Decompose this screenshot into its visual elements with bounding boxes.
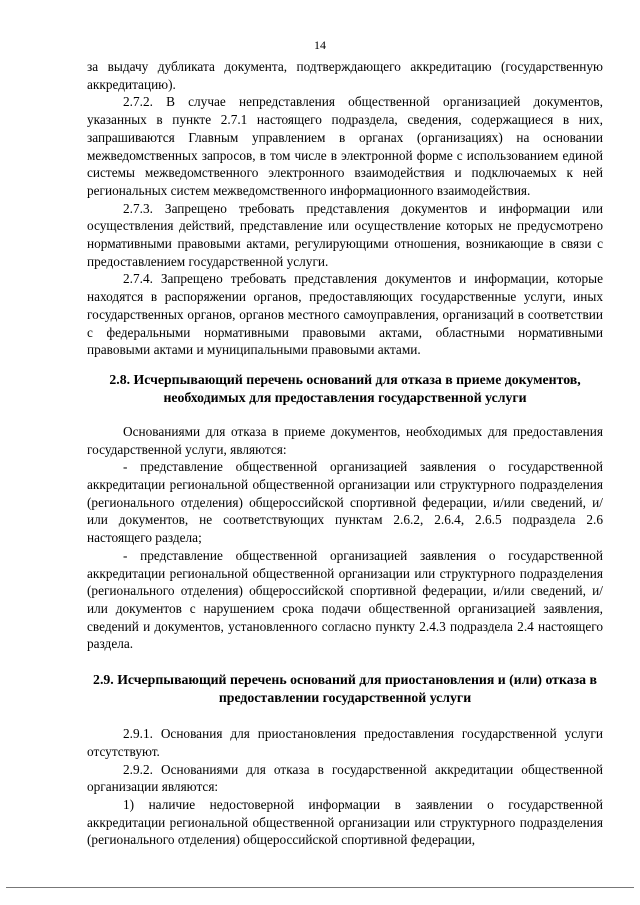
section-2-9-heading: 2.9. Исчерпывающий перечень оснований для приостановления и (или) отказа в предоставлении государственной услуги: [93, 672, 597, 706]
paragraph-2-9-2-item-1: 1) наличие недостоверной информации в заявлении о государственной аккредитации региональной общественной организации или структурного подразделения (регионального отделения) общероссийской спортивной федерации,: [87, 796, 603, 848]
paragraph-2-9-1: 2.9.1. Основания для приостановления предоставления государственной услуги отсутствуют.: [87, 726, 603, 759]
page-number: 14: [314, 38, 326, 52]
section-2-8-heading: 2.8. Исчерпывающий перечень оснований для отказа в приеме документов, необходимых для предоставления государственной услуги: [109, 371, 581, 405]
paragraph-2-8-item-2: - представление общественной организацией заявления о государственной аккредитации региональной общественной организации или структурного подразделения (регионального отделения) общероссийской спортивной федерации, и/или сведений, и/или документов с нарушением срока подачи общественной организацией заявления, сведений и документов, установленного согласно пункту 2.4.3 подраздела 2.4 настоящего раздела.: [87, 547, 603, 652]
page-bottom-rule: [6, 887, 634, 888]
paragraph-continuation: за выдачу дубликата документа, подтверждающего аккредитацию (государственную аккредитацию).: [87, 59, 603, 92]
paragraph-2-8-item-1: - представление общественной организацией заявления о государственной аккредитации региональной общественной организации или структурного подразделения (регионального отделения) общероссийской спортивной федерации, и/или сведений, и/или документов, не соответствующих пунктам 2.6.2, 2.6.4, 2.6.5 подраздела 2.6 настоящего раздела;: [87, 459, 603, 546]
document-body: [87, 58, 603, 849]
paragraph-2-7-2: 2.7.2. В случае непредставления общественной организацией документов, указанных в пункте 2.7.1 настоящего подраздела, сведения, содержащиеся в них, запрашиваются Главным управлением в органах (организациях) на основании межведомственных запросов, в том числе в электронной форме с использованием единой системы межведомственного электронного взаимодействия и подключаемых к ней региональных систем межведомственного информационного взаимодействия.: [87, 94, 603, 198]
paragraph-2-9-2: 2.9.2. Основаниями для отказа в государственной аккредитации общественной организации являются:: [87, 761, 603, 795]
paragraph-2-7-4: 2.7.4. Запрещено требовать представления документов и информации, которые находятся в распоряжении органов, предоставляющих государственные услуги, иных государственных органов, органов местного самоуправления, организаций в соответствии с федеральными нормативными правовыми актами, областными нормативными правовыми актами и муниципальными правовыми актами.: [87, 271, 603, 358]
paragraph-2-8-intro: Основаниями для отказа в приеме документов, необходимых для предоставления государственной услуги, являются:: [87, 423, 603, 457]
paragraph-2-7-3: 2.7.3. Запрещено требовать представления документов и информации или осуществления действий, представление или осуществление которых не предусмотрено нормативными правовыми актами, регулирующими отношения, возникающие в связи с предоставлением государственной услуги.: [87, 200, 603, 269]
